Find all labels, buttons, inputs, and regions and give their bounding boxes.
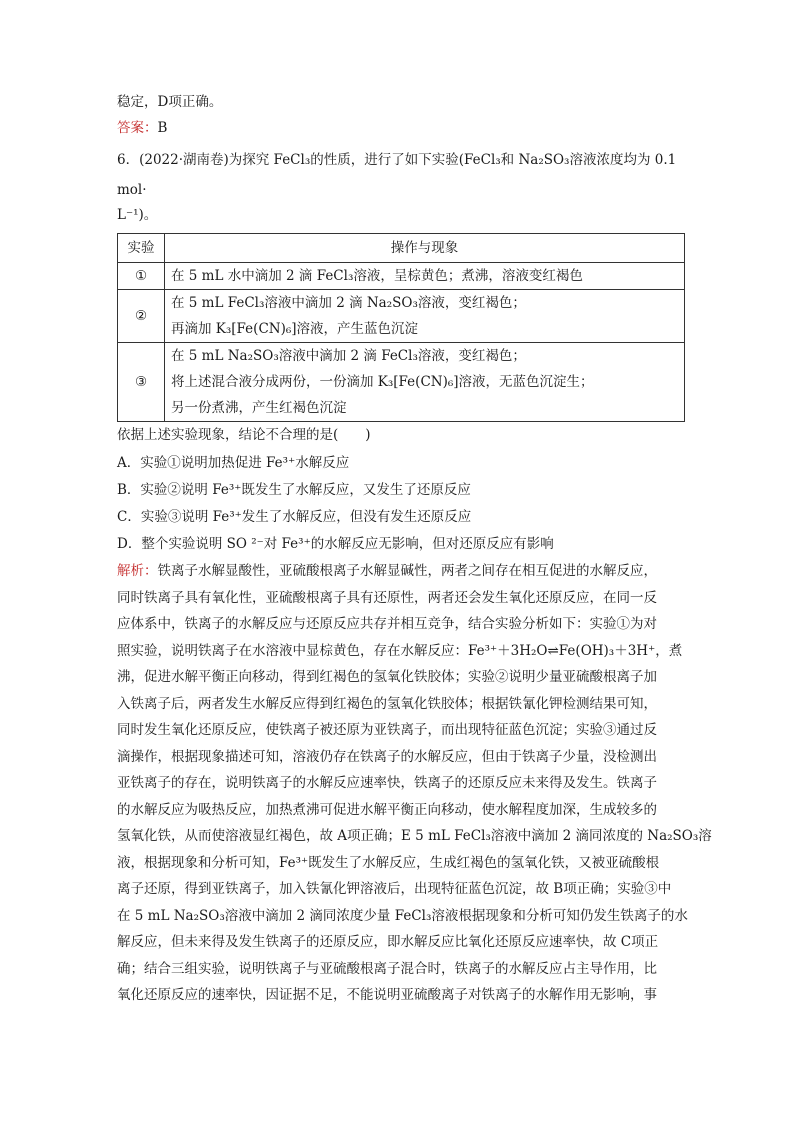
intro-line: 稳定，D项正确。	[117, 94, 223, 110]
option-b: B．实验②说明 Fe³⁺既发生了水解反应，又发生了还原反应	[117, 482, 471, 498]
analysis-line: 的水解反应为吸热反应，加热煮沸可促进水解平衡正向移动，使水解程度加深，生成较多的	[117, 801, 657, 818]
analysis-label: 解析：	[117, 563, 158, 579]
description-line: 将上述混合液分成两份，一份滴加 K₃[Fe(CN)₆]溶液，无蓝色沉淀生；	[171, 374, 594, 390]
analysis-line: 照实验，说明铁离子在水溶液中显棕黄色，存在水解反应：Fe³⁺＋3H₂O⇌Fe(OH)₃＋3H⁺，煮	[117, 642, 683, 659]
analysis-line: 同时发生氧化还原反应，使铁离子被还原为亚铁离子，而出现特征蓝色沉淀；实验③通过反	[117, 722, 657, 738]
option-c: C．实验③说明 Fe³⁺发生了水解反应，但没有发生还原反应	[117, 509, 472, 525]
experiment-description	[165, 290, 685, 343]
analysis-line: 解析：铁离子水解显酸性，亚硫酸根离子水解显碱性，两者之间存在相互促进的水解反应，	[117, 563, 657, 579]
experiment-table	[117, 233, 685, 422]
table-header-row	[118, 234, 685, 263]
description-line: 在 5 mL 水中滴加 2 滴 FeCl₃溶液，呈棕黄色；煮沸，溶液变红褐色	[171, 268, 583, 284]
table-row	[118, 343, 685, 422]
analysis-line: 应体系中，铁离子的水解反应与还原反应共存并相互竞争，结合实验分析如下：实验①为对	[117, 616, 657, 632]
analysis-line: 亚铁离子的存在，说明铁离子的水解反应速率快，铁离子的还原反应未来得及发生。铁离子	[117, 775, 657, 791]
analysis-line: 离子还原，得到亚铁离子，加入铁氰化钾溶液后，出现特征蓝色沉淀，故 B项正确；实验③中	[117, 881, 672, 897]
experiment-id: ①	[118, 263, 165, 290]
question-line-1: 6．(2022·湖南卷)为探究 FeCl₃的性质，进行了如下实验(FeCl₃和 Na₂SO₃溶液浓度均为 0.1	[117, 152, 677, 168]
experiment-id: ③	[118, 343, 165, 422]
analysis-line: 确；结合三组实验，说明铁离子与亚硫酸根离子混合时，铁离子的水解反应占主导作用，比	[117, 960, 657, 977]
analysis-line: 入铁离子后，两者发生水解反应得到红褐色的氢氧化铁胶体；根据铁氰化钾检测结果可知，	[117, 695, 657, 712]
analysis-line: 沸，促进水解平衡正向移动，得到红褐色的氢氧化铁胶体；实验②说明少量亚硫酸根离子加	[117, 669, 657, 685]
description-line: 另一份煮沸，产生红褐色沉淀	[171, 400, 347, 416]
question-stem: 依据上述实验现象，结论不合理的是( )	[117, 427, 371, 443]
answer-label: 答案：	[117, 120, 158, 136]
analysis-line: 在 5 mL Na₂SO₃溶液中滴加 2 滴同浓度少量 FeCl₃溶液根据现象和分析可知仍发生铁离子的水	[117, 907, 688, 924]
analysis-line: 液，根据现象和分析可知，Fe³⁺既发生了水解反应，生成红褐色的氢氧化铁，又被亚硫酸根	[117, 854, 660, 871]
description-line: 在 5 mL Na₂SO₃溶液中滴加 2 滴 FeCl₃溶液，变红褐色；	[171, 348, 526, 364]
experiment-description	[165, 343, 685, 422]
analysis-line: 氢氧化铁，从而使溶液显红褐色，故 A项正确；E 5 mL FeCl₃溶液中滴加 2 滴同浓度的 Na₂SO₃溶	[117, 828, 712, 844]
description-line: 在 5 mL FeCl₃溶液中滴加 2 滴 Na₂SO₃溶液，变红褐色；	[171, 295, 526, 311]
analysis-line: 滴操作，根据现象描述可知，溶液仍存在铁离子的水解反应，但由于铁离子少量，没检测出	[117, 748, 657, 765]
question-line-2: mol·	[117, 182, 147, 198]
table-header-experiment: 实验	[118, 234, 165, 263]
option-a: A．实验①说明加热促进 Fe³⁺水解反应	[117, 455, 350, 471]
answer-value: B	[157, 120, 168, 136]
analysis-line: 同时铁离子具有氧化性，亚硫酸根离子具有还原性，两者还会发生氧化还原反应，在同一反	[117, 589, 657, 606]
table-row	[118, 290, 685, 343]
analysis-line: 氧化还原反应的速率快，因证据不足，不能说明亚硫酸离子对铁离子的水解作用无影响，事	[117, 987, 657, 1003]
description-line: 再滴加 K₃[Fe(CN)₆]溶液，产生蓝色沉淀	[171, 321, 419, 337]
option-d: D．整个实验说明 SO ²⁻对 Fe³⁺的水解反应无影响，但对还原反应有影响	[117, 536, 554, 552]
answer-line	[117, 118, 167, 138]
table-row	[118, 263, 685, 290]
experiment-description	[165, 263, 685, 290]
experiment-id: ②	[118, 290, 165, 343]
table-header-operation: 操作与现象	[165, 234, 685, 263]
analysis-line: 解反应，但未来得及发生铁离子的还原反应，即水解反应比氧化还原反应速率快，故 C项正	[117, 934, 659, 950]
question-line-3: L⁻¹)。	[117, 207, 158, 223]
